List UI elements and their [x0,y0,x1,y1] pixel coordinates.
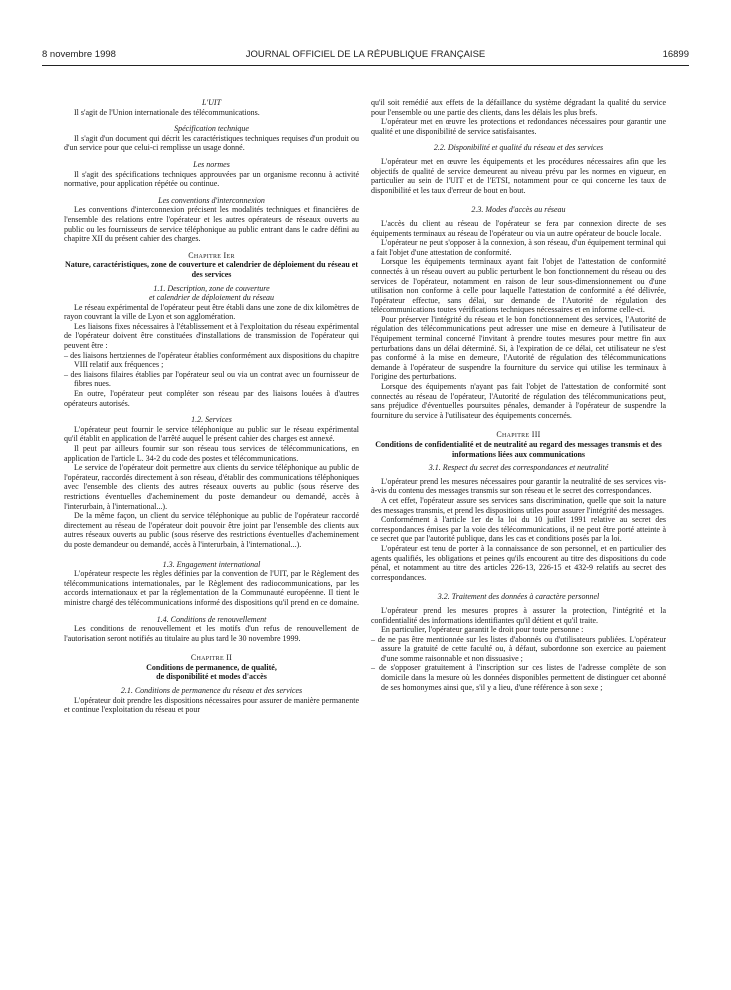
paragraph: L'opérateur peut fournir le service téléphonique au public sur le réseau expérimental qu'il établit en application de l'arrêté auquel le présent cahier des charges est annexé. [64,424,359,444]
paragraph: Lorsque les équipements terminaux ayant fait l'objet de l'attestation de conformité connectés à un réseau ouvert au public perturbent le bon fonctionnement du réseau ou des services de l'opérateur, notamment en raison de leur sous-dimensionnement ou d'une utilisation non conforme à celle pour laquelle l'attestation de conformité a été délivrée, l'opérateur effectue, sans délai, sur demande de l'Autorité de régulation des télécommunications toutes vérifications techniques nécessaires et en informe celle-ci. [371,257,666,315]
chapter-label-3: Chapitre III [496,430,541,440]
section-heading-2-1: 2.1. Conditions de permanence du réseau et des services [120,686,303,696]
paragraph: L'opérateur doit prendre les dispositions nécessaires pour assurer de manière permanente et continue l'exploitation du réseau et pour [64,695,359,715]
list-item: – de s'opposer gratuitement à l'inscription sur ces listes de l'adresse complète de son domicile dans la mesure où les données disponibles permettent de distinguer cet abonné de ses homonymes ainsi que, s'il y a lieu, d'une référence à son sexe ; [371,663,666,692]
paragraph: Conformément à l'article 1er de la loi du 10 juillet 1991 relative au secret des correspondances émises par la voie des télécommunications, il ne peut être porté atteinte à ce secret que par l'autorité publique, dans les cas et conditions posés par la loi. [371,515,666,544]
paragraph: L'opérateur ne peut s'opposer à la connexion, à son réseau, d'un équipement terminal qui a fait l'objet d'une attestation de conformité. [371,238,666,257]
chapter-title-2-line2: de disponibilité et modes d'accès [156,672,267,682]
paragraph: L'opérateur respecte les règles définies par la convention de l'UIT, par le Règlement des télécommunications internationales, par le Règlement des radiocommunications, par les accords internationaux et par la réglementation de la Communauté européenne. Il tient le ministre chargé des télécommunications informé des dispositions qu'il prend en ce domaine. [64,569,359,607]
header-title: JOURNAL OFFICIEL DE LA RÉPUBLIQUE FRANÇAISE [245,49,486,60]
paragraph: Les conventions d'interconnexion précisent les modalités techniques et financières de l'ensemble des relations entre l'opérateur et les autres opérateurs de réseaux ouverts au public ou les fournisseurs de service téléphonique au public entrant dans le cadre défini au chapitre XII du présent cahier des charges. [64,205,359,244]
page-header [42,49,689,63]
paragraph: Les conditions de renouvellement et les motifs d'un refus de renouvellement de l'autorisation seront notifiés au titulaire au plus tard le 30 novembre 1999. [64,624,359,643]
right-column [371,98,666,692]
header-date: 8 novembre 1998 [42,49,116,60]
section-heading-2-2: 2.2. Disponibilité et qualité du réseau et des services [433,143,604,153]
paragraph: L'accès du client au réseau de l'opérateur se fera par connexion directe de ses équipements terminaux au réseau de l'opérateur ou via un autre opérateur de boucle locale. [371,218,666,238]
header-page-number: 16899 [662,49,689,60]
section-heading-1-4: 1.4. Conditions de renouvellement [156,614,267,624]
chapter-title-3: Conditions de confidentialité et de neutralité au regard des messages transmis et des informations liées aux communications [375,440,662,459]
section-heading-conventions: Les conventions d'interconnexion [158,195,265,205]
left-column [64,98,359,715]
section-heading-1-1-line2: et calendrier de déploiement du réseau [148,293,275,303]
paragraph: Pour préserver l'intégrité du réseau et le bon fonctionnement des services, l'Autorité de régulation des télécommunications peut adresser une mise en demeure à l'utilisateur de l'équipement terminal concerné l'invitant à prendre toutes mesures pour mettre fin aux perturbations dans un délai déterminé. Si, à l'expiration de ce délai, cet utilisateur ne s'est pas conformé à la mise en demeure, l'Autorité de régulation des télécommunications demande à l'opérateur de suspendre la fourniture du service qui utilise les terminaux à l'origine des perturbations. [371,314,666,382]
chapter-title-2: Conditions de permanence, de qualité, [146,662,277,672]
paragraph: A cet effet, l'opérateur assure ses services sans discrimination, quelle que soit la nature des messages transmis, et prend les dispositions utiles pour assurer l'intégrité des messages. [371,495,666,515]
paragraph: L'opérateur est tenu de porter à la connaissance de son personnel, et en particulier des agents qualifiés, les obligations et peines qu'ils encourent au titre des dispositions du code pénal, et notamment au titre des articles 226-13, 226-15 et 432-9 relatifs au secret des correspondances. [371,543,666,582]
paragraph: L'opérateur met en œuvre les équipements et les procédures nécessaires afin que les objectifs de qualité de service demeurent au niveau prévu par les normes en vigueur, en particulier au sein de l'UIT et de l'ETSI, notamment pour ce qui concerne les taux de disponibilité et les taux d'erreur de bout en bout. [371,156,666,195]
list-item: – de ne pas être mentionnée sur les listes d'abonnés ou d'utilisateurs publiées. L'opérateur assure la gratuité de cette faculté ou, à défaut, subordonne son exercice au paiement d'une somme raisonnable et non dissuasive ; [371,634,666,663]
paragraph: L'opérateur prend les mesures propres à assurer la protection, l'intégrité et la confidentialité des informations identifiantes qu'il détient et qu'il traite. [371,605,666,625]
list-item: – des liaisons filaires établies par l'opérateur seul ou via un contrat avec un fournisseur de fibres nues. [64,369,359,389]
paragraph: En outre, l'opérateur peut compléter son réseau par des liaisons louées à d'autres opérateurs autorisés. [64,389,359,408]
paragraph: Il s'agit des spécifications techniques approuvées par un organisme reconnu à activité normative, pour application répétée ou continue. [64,169,359,189]
chapter-title-1: Nature, caractéristiques, zone de couverture et calendrier de déploiement du réseau et des services [64,260,359,279]
section-heading-2-3: 2.3. Modes d'accès au réseau [471,205,566,215]
paragraph: Il s'agit d'un document qui décrit les caractéristiques techniques requises d'un produit ou d'un service pour que celui-ci remplisse un usage donné. [64,133,359,153]
section-heading-1-1: 1.1. Description, zone de couverture [153,283,270,293]
section-heading-spec: Spécification technique [174,124,249,134]
section-heading-uit: L'UIT [201,98,222,107]
paragraph: L'opérateur prend les mesures nécessaires pour garantir la neutralité de ses services vis-à-vis du contenu des messages transmis sur son réseau et le secret des correspondances. [371,476,666,496]
chapter-label-1: Chapitre Ier [188,250,235,260]
header-rule [42,65,689,66]
section-heading-1-2: 1.2. Services [191,415,232,425]
paragraph: L'opérateur met en œuvre les protections et redondances nécessaires pour garantir une qualité et une disponibilité de service satisfaisantes. [371,117,666,136]
paragraph: qu'il soit remédié aux effets de la défaillance du système dégradant la qualité du service pour l'ensemble ou une partie des clients, dans les délais les plus brefs. [371,98,666,117]
section-heading-normes: Les normes [193,159,230,169]
list-item: – des liaisons hertziennes de l'opérateur établies conformément aux dispositions du chapitre VIII relatif aux fréquences ; [64,350,359,370]
section-heading-3-1: 3.1. Respect du secret des correspondances et neutralité [428,463,609,473]
chapter-label-2: Chapitre II [190,653,233,663]
paragraph: Les liaisons fixes nécessaires à l'établissement et à l'exploitation du réseau expérimental de l'opérateur doivent être constituées d'installations de transmission de l'opérateur qui peuvent être : [64,321,359,351]
paragraph: Le service de l'opérateur doit permettre aux clients du service téléphonique au public de l'opérateur, raccordés directement à son réseau, d'établir des communications téléphoniques avec l'ensemble des clients des autres réseaux ouverts au public (sous réserve des restrictions éventuelles d'acheminement du poste demandeur ou demandé, accès à l'interurbain, à l'international...). [64,463,359,511]
paragraph: Il peut par ailleurs fournir sur son réseau tous services de télécommunications, en application de l'article L. 34-2 du code des postes et télécommunications. [64,444,359,463]
section-heading-3-2: 3.2. Traitement des données à caractère personnel [437,592,600,602]
paragraph: Le réseau expérimental de l'opérateur peut être établi dans une zone de dix kilomètres de rayon couvrant la ville de Lyon et son agglomération. [64,302,359,322]
section-heading-1-3: 1.3. Engagement international [162,559,261,569]
paragraph: Lorsque des équipements n'ayant pas fait l'objet de l'attestation de conformité sont connectés au réseau de l'opérateur, l'Autorité de régulation des télécommunications peut, sans préjudice d'éventuelles poursuites pénales, demander à l'opérateur de suspendre la fourniture du service à l'utilisateur des équipements concernés. [371,382,666,420]
paragraph: De la même façon, un client du service téléphonique au public de l'opérateur raccordé directement au réseau de l'opérateur doit pouvoir être joint par l'ensemble des clients aux autres réseaux ouverts au public (sous réserve des restrictions éventuelles d'acheminement du poste demandeur ou demandé, accès à l'interurbain, à l'international...). [64,511,359,549]
paragraph: Il s'agit de l'Union internationale des télécommunications. [74,107,260,117]
paragraph: En particulier, l'opérateur garantit le droit pour toute personne : [381,625,584,635]
